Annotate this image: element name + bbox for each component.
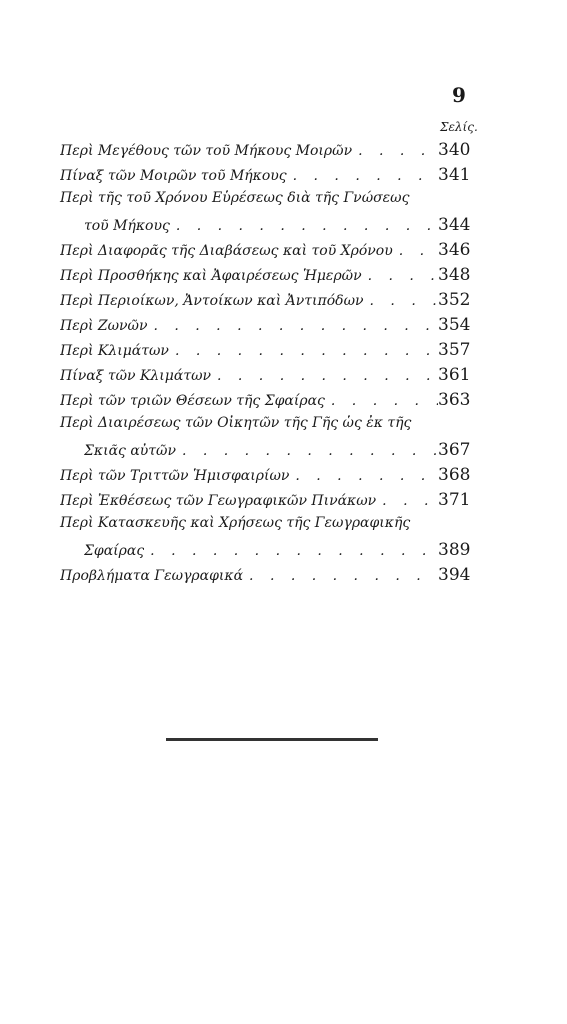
toc-entry — [60, 215, 490, 240]
toc-entry — [60, 315, 490, 340]
toc-entry-title: Περὶ τῶν τριῶν Θέσεων τῆς Σφαίρας — [60, 393, 325, 409]
toc-entry — [60, 340, 490, 365]
page-number: 9 — [452, 83, 466, 107]
toc-entry-page: 340 — [438, 140, 471, 160]
toc-entry-page: 361 — [438, 365, 471, 385]
toc-entry-title: Περὶ Κλιμάτων — [60, 343, 169, 359]
dot-leader — [243, 568, 438, 584]
toc-entry-page: 341 — [438, 165, 471, 185]
toc-entry-title: Περὶ Μεγέθους τῶν τοῦ Μήκους Μοιρῶν — [60, 143, 353, 159]
dot-leader — [169, 343, 438, 359]
toc-entry — [60, 165, 490, 190]
toc-entry-page: 368 — [438, 465, 471, 485]
toc-entry — [60, 240, 490, 265]
dot-leader — [352, 143, 438, 159]
toc-entry — [60, 390, 490, 415]
toc-entry-title: Περὶ Περιοίκων, Ἀντοίκων καὶ Ἀντιπόδων — [60, 293, 364, 309]
toc-entry-page: 389 — [438, 540, 471, 560]
toc-entry-title-line1: Περὶ Κατασκευῆς καὶ Χρήσεως τῆς Γεωγραφικῆς — [60, 515, 411, 531]
toc-entry — [60, 565, 490, 590]
toc-entry-title-line1: Περὶ τῆς τοῦ Χρόνου Εὑρέσεως διὰ τῆς Γνώσεως — [60, 190, 410, 206]
dot-leader — [364, 293, 438, 309]
dot-leader — [289, 468, 438, 484]
toc-entry — [60, 490, 490, 515]
dot-leader — [147, 318, 438, 334]
dot-leader — [325, 393, 438, 409]
toc-entry-page: 346 — [438, 240, 471, 260]
toc-entry-title: Περὶ Διαφορᾶς τῆς Διαβάσεως καὶ τοῦ Χρόνου — [60, 243, 393, 259]
toc-entry-page: 363 — [438, 390, 471, 410]
dot-leader — [170, 218, 438, 234]
dot-leader — [393, 243, 438, 259]
toc-entry-title: Περὶ τῶν Τριττῶν Ἡμισφαιρίων — [60, 468, 290, 484]
toc-entry-title-line2: τοῦ Μήκους — [84, 218, 170, 234]
toc-entry — [60, 140, 490, 165]
toc-entry — [60, 465, 490, 490]
dot-leader — [287, 168, 438, 184]
toc-entry-title: Περὶ Ζωνῶν — [60, 318, 148, 334]
toc-entry-title: Περὶ Ἐκθέσεως τῶν Γεωγραφικῶν Πινάκων — [60, 493, 377, 509]
decorative-rule — [166, 738, 378, 741]
toc-entry-page: 352 — [438, 290, 471, 310]
dot-leader — [144, 543, 438, 559]
toc-entry-page: 344 — [438, 215, 471, 235]
toc-entry — [60, 540, 490, 565]
dot-leader — [211, 368, 438, 384]
toc-entry-page: 354 — [438, 315, 471, 335]
table-of-contents — [60, 140, 490, 590]
toc-entry — [60, 440, 490, 465]
toc-entry-page: 348 — [438, 265, 471, 285]
toc-entry-title-line2: Σκιᾶς αὐτῶν — [84, 443, 176, 459]
toc-entry — [60, 365, 490, 390]
toc-entry — [60, 265, 490, 290]
dot-leader — [376, 493, 438, 509]
toc-entry-title: Πίναξ τῶν Μοιρῶν τοῦ Μήκους — [60, 168, 287, 184]
toc-entry-page: 357 — [438, 340, 471, 360]
page-column-header: Σελίς. — [440, 120, 478, 134]
toc-entry-title-line2: Σφαίρας — [84, 543, 145, 559]
toc-entry-title-line1: Περὶ Διαιρέσεως τῶν Οἰκητῶν τῆς Γῆς ὡς ἐκ τῆς — [60, 415, 412, 431]
toc-entry-page: 371 — [438, 490, 471, 510]
toc-entry-title: Πίναξ τῶν Κλιμάτων — [60, 368, 211, 384]
toc-entry-title: Προβλήματα Γεωγραφικά — [60, 568, 244, 584]
toc-entry — [60, 290, 490, 315]
toc-entry-page: 367 — [438, 440, 471, 460]
toc-entry-title: Περὶ Προσθήκης καὶ Ἀφαιρέσεως Ἡμερῶν — [60, 268, 362, 284]
dot-leader — [176, 443, 438, 459]
dot-leader — [362, 268, 438, 284]
toc-entry-page: 394 — [438, 565, 471, 585]
